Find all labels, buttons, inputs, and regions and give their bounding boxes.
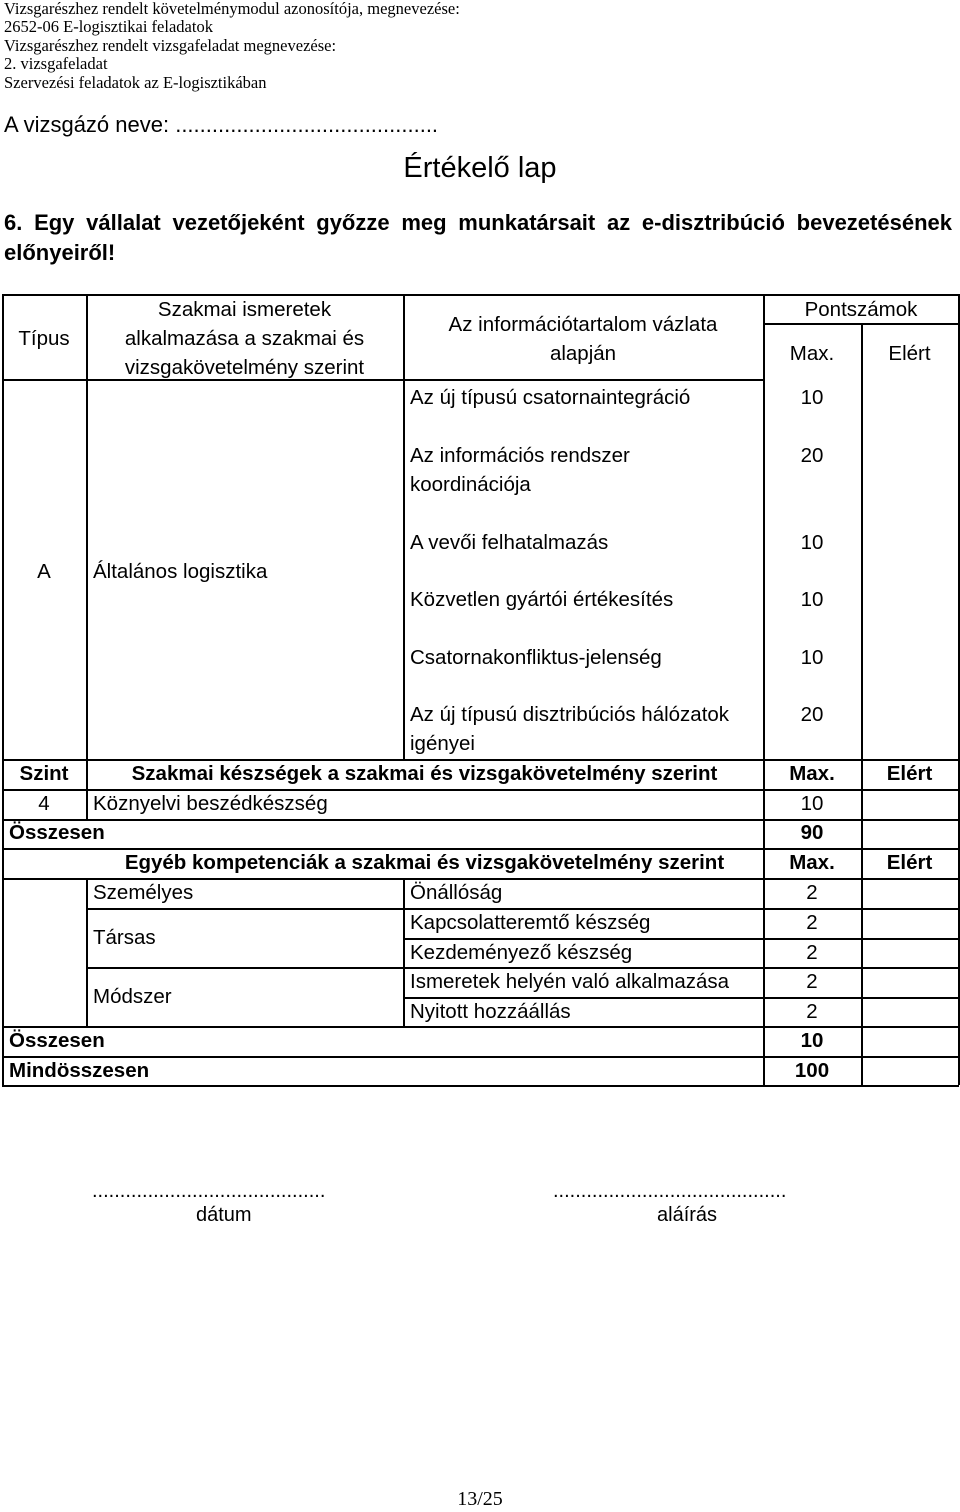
competency-max: 2 xyxy=(806,911,818,934)
competency-max: 2 xyxy=(806,1000,818,1023)
header-line: Szervezési feladatok az E-logisztikában xyxy=(4,72,267,92)
type-value: A xyxy=(37,560,51,583)
col-header-knowledge: vizsgakövetelmény szerint xyxy=(124,356,365,379)
competency-group: Társas xyxy=(93,926,156,949)
competency-max: 2 xyxy=(806,970,818,993)
competency-item: Kezdeményező készség xyxy=(410,941,633,964)
competency-max: 2 xyxy=(806,881,818,904)
content-row-cont: koordinációja xyxy=(410,473,531,496)
header-line: 2. vizsgafeladat xyxy=(4,54,108,74)
content-row-cont: igényei xyxy=(410,732,475,755)
date-label: dátum xyxy=(196,1204,252,1226)
candidate-name-field: A vizsgázó neve: ........................................... xyxy=(4,112,439,137)
competency-group: Módszer xyxy=(93,985,172,1008)
header-line: Vizsgarészhez rendelt követelménymodul azonosítója, megnevezése: xyxy=(4,0,460,18)
total-max: 100 xyxy=(794,1059,830,1082)
total-label: Mindösszesen xyxy=(9,1059,150,1082)
subtotal-max: 10 xyxy=(800,1029,824,1052)
content-row-max: 20 xyxy=(800,703,824,726)
task-description: 6. Egy vállalat vezetőjeként győzze meg munkatársait az e-disztribúció bevezetésének xyxy=(4,210,952,235)
content-row-max: 10 xyxy=(800,588,824,611)
content-row-max: 10 xyxy=(800,646,824,669)
skills-level: 4 xyxy=(38,792,50,815)
content-row: Csatornakonfliktus-jelenség xyxy=(410,646,662,669)
subtotal-max: 90 xyxy=(800,821,824,844)
other-achieved-header: Elért xyxy=(886,851,933,874)
date-dots: .......................................... xyxy=(92,1180,326,1202)
subtotal-label: Összesen xyxy=(9,1029,105,1052)
col-header-achieved: Elért xyxy=(888,342,931,365)
skills-max: 10 xyxy=(800,792,824,815)
col-header-knowledge: Szakmai ismeretek xyxy=(157,298,332,321)
competency-group: Személyes xyxy=(93,881,194,904)
competency-item: Kapcsolatteremtő készség xyxy=(410,911,651,934)
signature-dots: .......................................... xyxy=(553,1180,787,1202)
col-header-knowledge: alkalmazása a szakmai és xyxy=(124,327,365,350)
subtotal-label: Összesen xyxy=(9,821,105,844)
content-row-max: 10 xyxy=(800,531,824,554)
skills-header: Szakmai készségek a szakmai és vizsgakövetelmény szerint xyxy=(131,762,718,785)
col-header-type: Típus xyxy=(18,327,70,350)
header-line: Vizsgarészhez rendelt vizsgafeladat megnevezése: xyxy=(4,35,337,55)
signature-label: aláírás xyxy=(657,1204,718,1226)
competency-max: 2 xyxy=(806,941,818,964)
skills-max-header: Max. xyxy=(789,762,835,785)
skills-level-header: Szint xyxy=(19,762,69,785)
col-header-content: alapján xyxy=(549,342,617,365)
page-title: Értékelő lap xyxy=(403,152,557,184)
col-header-content: Az információtartalom vázlata xyxy=(448,313,718,336)
document-header xyxy=(4,0,460,92)
content-row: Az új típusú disztribúciós hálózatok xyxy=(410,703,730,726)
header-line: 2652-06 E-logisztikai feladatok xyxy=(4,17,213,37)
other-header: Egyéb kompetenciák a szakmai és vizsgakövetelmény szerint xyxy=(124,851,725,874)
content-row-max: 10 xyxy=(800,386,824,409)
content-row: Az új típusú csatornaintegráció xyxy=(410,386,691,409)
knowledge-value: Általános logisztika xyxy=(93,560,268,583)
content-row: A vevői felhatalmazás xyxy=(410,531,609,554)
skills-label: Köznyelvi beszédkészség xyxy=(93,792,328,815)
task-description-cont: előnyeiről! xyxy=(4,240,116,265)
content-row: Az információs rendszer xyxy=(410,444,630,467)
col-header-max: Max. xyxy=(789,342,835,365)
content-row: Közvetlen gyártói értékesítés xyxy=(410,588,674,611)
page-number: 13/25 xyxy=(457,1488,503,1510)
competency-item: Önállóság xyxy=(410,881,503,904)
skills-achieved-header: Elért xyxy=(886,762,933,785)
col-header-points: Pontszámok xyxy=(804,298,918,321)
competency-item: Ismeretek helyén való alkalmazása xyxy=(410,970,730,993)
content-row-max: 20 xyxy=(800,444,824,467)
competency-item: Nyitott hozzáállás xyxy=(410,1000,571,1023)
other-max-header: Max. xyxy=(789,851,835,874)
